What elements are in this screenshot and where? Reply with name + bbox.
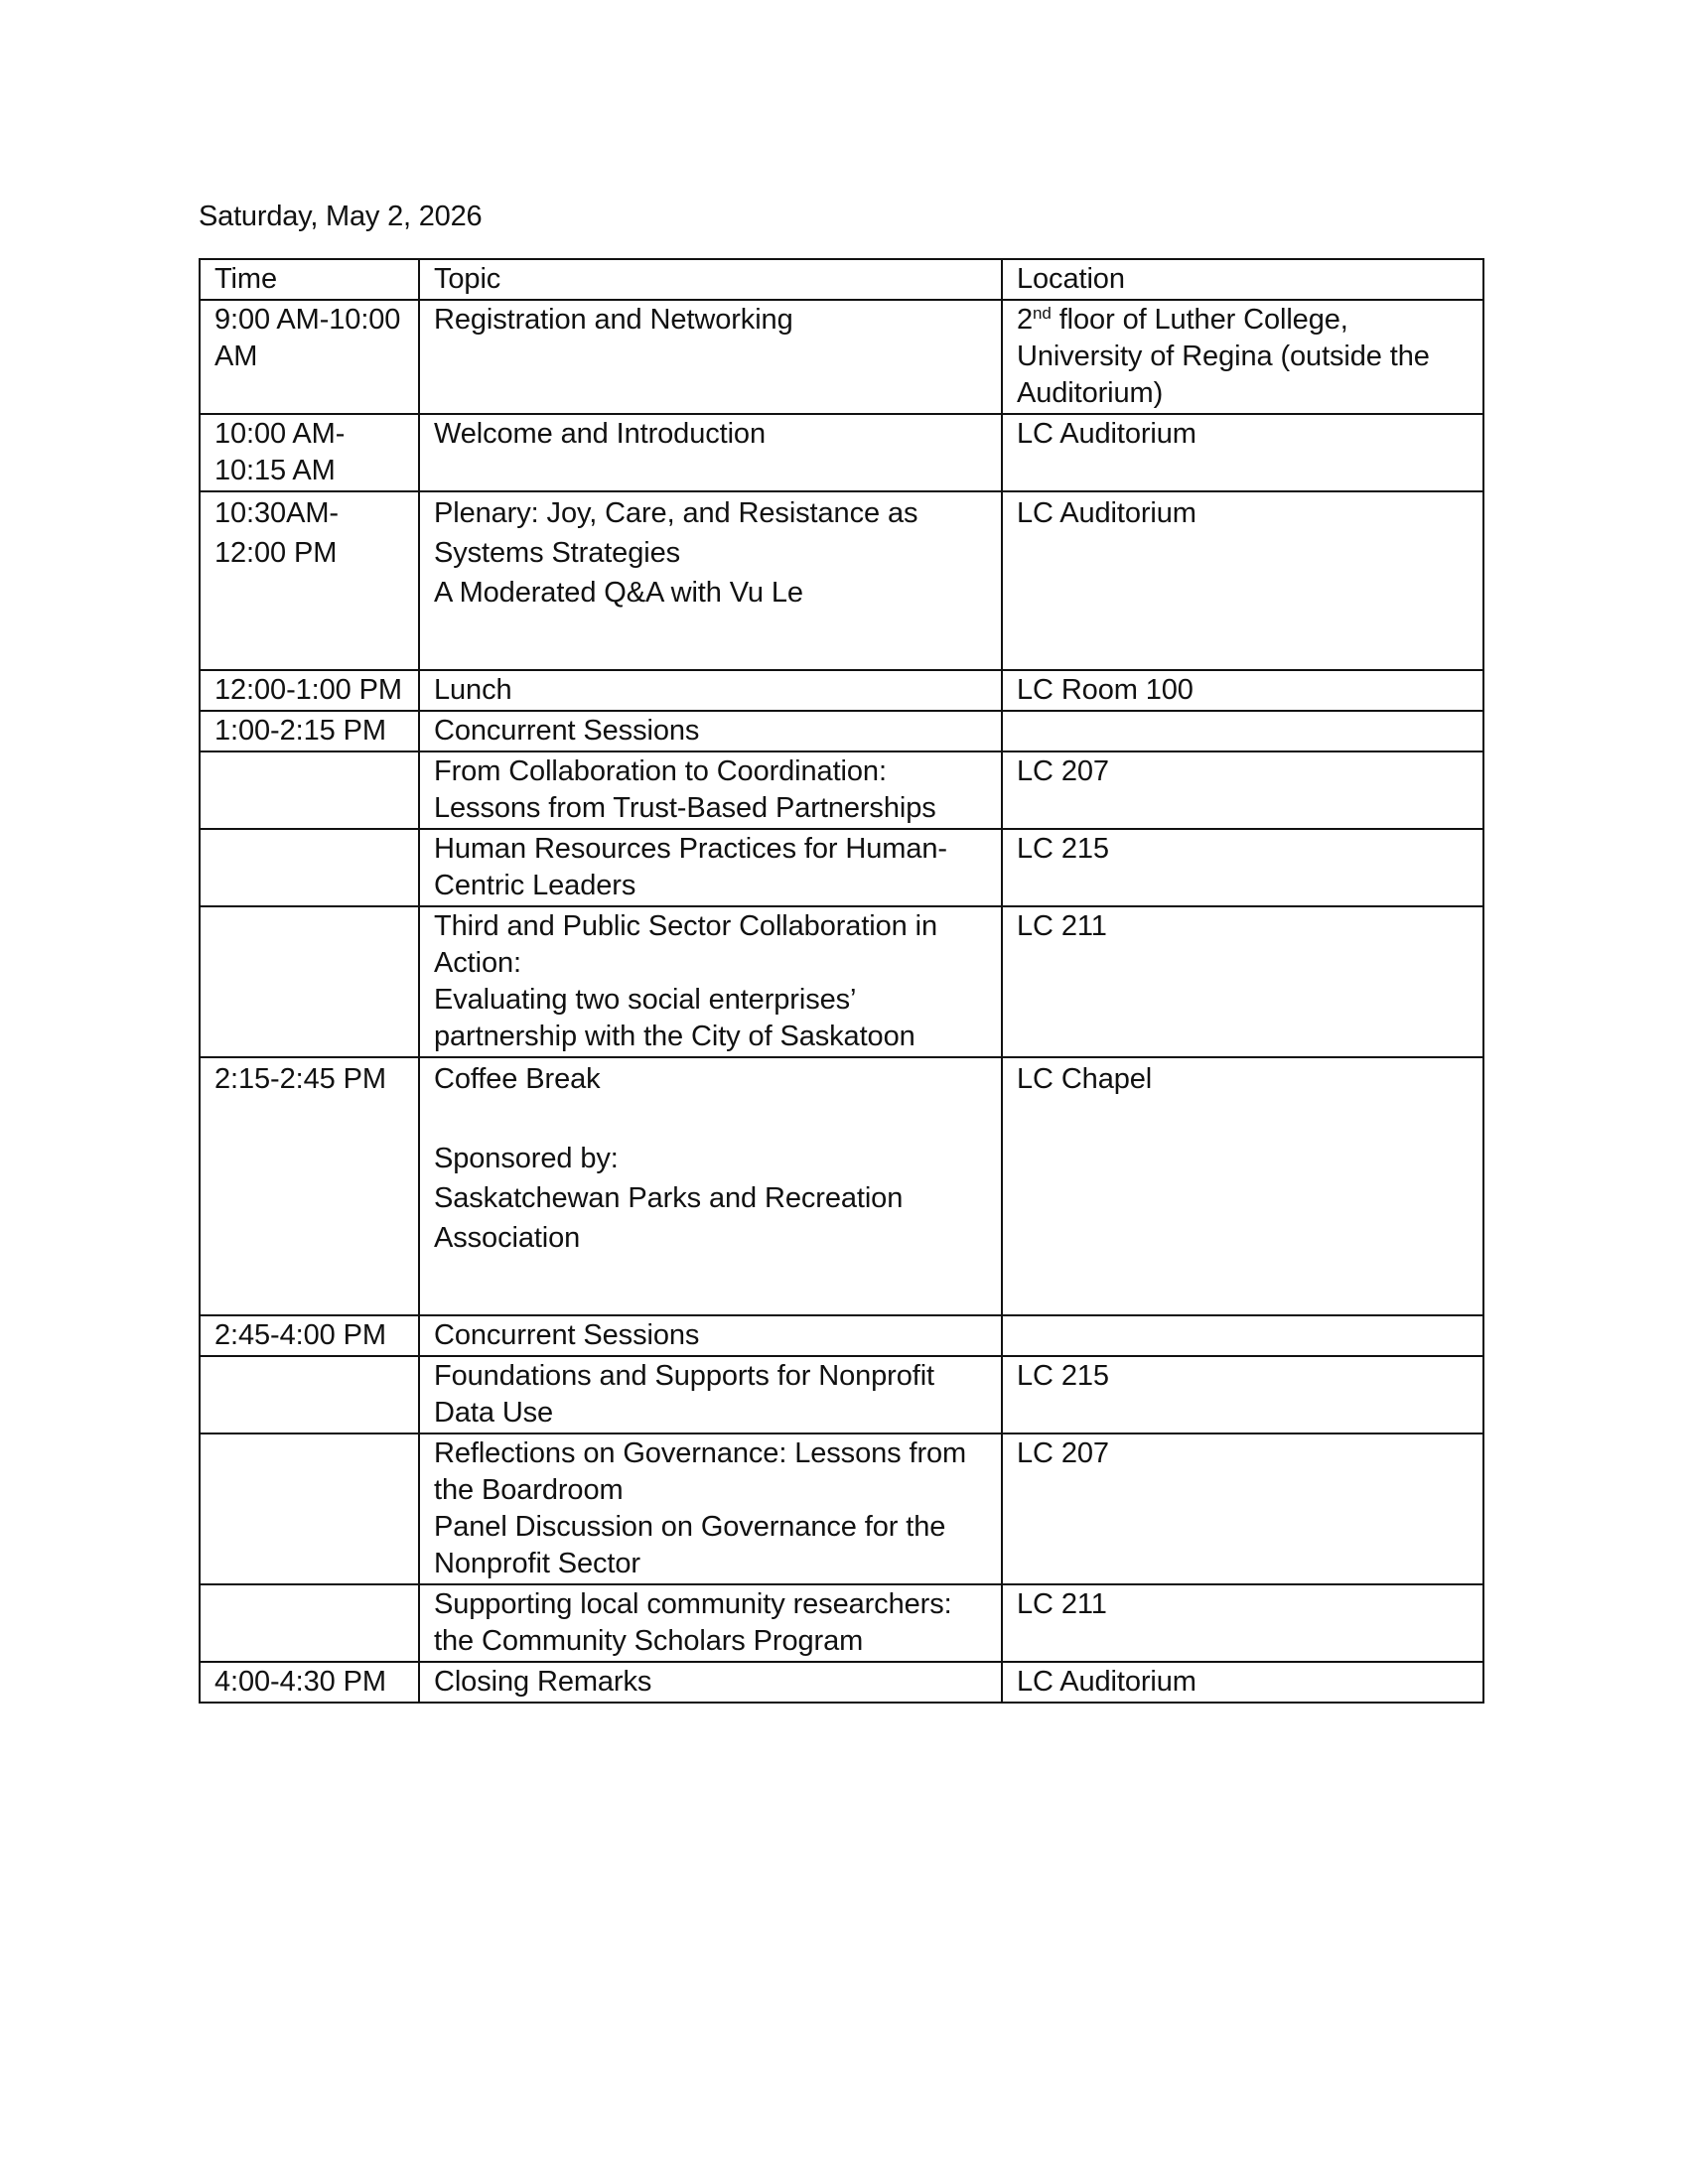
time-cell (200, 300, 419, 414)
time-line (214, 1435, 404, 1472)
topic-line: From Collaboration to Coordination: (434, 755, 887, 787)
time-cell (200, 1662, 419, 1703)
topic-line: Closing Remarks (434, 1666, 652, 1698)
location-line: LC Auditorium (1017, 497, 1196, 529)
topic-line: Human Resources Practices for Human- (434, 833, 947, 865)
location-cell (1002, 751, 1483, 829)
topic-cell (419, 1356, 1002, 1433)
table-row (200, 1584, 1483, 1662)
table-row (200, 711, 1483, 751)
topic-line: Association (434, 1222, 581, 1254)
location-floor-ordinal: nd (1033, 304, 1052, 323)
time-cell (200, 670, 419, 711)
time-cell (200, 751, 419, 829)
topic-line: the Community Scholars Program (434, 1625, 864, 1657)
time-line: 10:00 AM- (214, 418, 346, 450)
location-line: LC 207 (1017, 1437, 1109, 1469)
header-time: Time (200, 259, 419, 300)
time-line: 10:15 AM (214, 455, 336, 486)
time-line (214, 831, 404, 868)
topic-cell (419, 906, 1002, 1057)
topic-line: Data Use (434, 1397, 554, 1429)
topic-line: Plenary: Joy, Care, and Resistance as (434, 497, 918, 529)
header-location: Location (1002, 259, 1483, 300)
table-row (200, 670, 1483, 711)
location-line (1017, 713, 1469, 750)
time-line: 12:00 PM (214, 537, 338, 569)
topic-line: Third and Public Sector Collaboration in (434, 910, 937, 942)
time-cell (200, 1584, 419, 1662)
topic-cell (419, 751, 1002, 829)
topic-cell (419, 1584, 1002, 1662)
location-line: LC Chapel (1017, 1063, 1153, 1095)
topic-cell (419, 1662, 1002, 1703)
topic-line: Sponsored by: (434, 1143, 619, 1174)
topic-line: Reflections on Governance: Lessons from (434, 1437, 967, 1469)
topic-line: Coffee Break (434, 1063, 601, 1095)
table-row (200, 1433, 1483, 1584)
table-row (200, 1662, 1483, 1703)
location-cell (1002, 1315, 1483, 1356)
location-floor-number: 2 (1017, 304, 1034, 336)
topic-line: Nonprofit Sector (434, 1548, 640, 1579)
location-line (1017, 302, 1469, 339)
table-row (200, 751, 1483, 829)
location-cell (1002, 1662, 1483, 1703)
time-cell (200, 829, 419, 906)
topic-line: Evaluating two social enterprises’ (434, 984, 857, 1016)
topic-cell (419, 491, 1002, 670)
location-line: LC Auditorium (1017, 1666, 1196, 1698)
topic-line: Panel Discussion on Governance for the (434, 1511, 946, 1543)
topic-cell (419, 711, 1002, 751)
time-cell (200, 1057, 419, 1315)
time-cell (200, 906, 419, 1057)
location-cell (1002, 829, 1483, 906)
table-row (200, 906, 1483, 1057)
table-row (200, 491, 1483, 670)
time-cell (200, 1315, 419, 1356)
topic-cell (419, 1057, 1002, 1315)
location-cell (1002, 1584, 1483, 1662)
table-row (200, 1315, 1483, 1356)
header-topic: Topic (419, 259, 1002, 300)
topic-line: Supporting local community researchers: (434, 1588, 952, 1620)
location-line: LC 207 (1017, 755, 1109, 787)
time-line: 2:45-4:00 PM (214, 1319, 386, 1351)
location-cell (1002, 491, 1483, 670)
time-cell (200, 1356, 419, 1433)
location-cell (1002, 670, 1483, 711)
location-line: LC 211 (1017, 1588, 1107, 1620)
topic-cell (419, 670, 1002, 711)
location-line: LC 215 (1017, 833, 1109, 865)
location-line: LC Auditorium (1017, 418, 1196, 450)
time-cell (200, 414, 419, 491)
location-line: LC 211 (1017, 910, 1107, 942)
time-line (214, 908, 404, 945)
topic-line: Concurrent Sessions (434, 715, 700, 747)
topic-line: Saskatchewan Parks and Recreation (434, 1182, 904, 1214)
topic-line: Centric Leaders (434, 870, 636, 901)
time-line: 9:00 AM-10:00 (214, 304, 401, 336)
topic-spacer (434, 1099, 987, 1139)
time-line (214, 1358, 404, 1395)
location-cell (1002, 1433, 1483, 1584)
topic-line: Welcome and Introduction (434, 418, 766, 450)
time-line: 1:00-2:15 PM (214, 715, 386, 747)
table-row (200, 414, 1483, 491)
topic-cell (419, 1433, 1002, 1584)
time-cell (200, 711, 419, 751)
topic-cell (419, 414, 1002, 491)
topic-line: A Moderated Q&A with Vu Le (434, 577, 803, 609)
table-row (200, 1356, 1483, 1433)
location-line: University of Regina (outside the (1017, 341, 1430, 372)
location-cell (1002, 300, 1483, 414)
table-row (200, 1057, 1483, 1315)
topic-cell (419, 829, 1002, 906)
topic-line: Concurrent Sessions (434, 1319, 700, 1351)
topic-line: the Boardroom (434, 1474, 624, 1506)
time-line: 2:15-2:45 PM (214, 1063, 386, 1095)
location-cell (1002, 906, 1483, 1057)
time-line: AM (214, 341, 258, 372)
table-row (200, 829, 1483, 906)
location-line (1017, 1317, 1469, 1354)
time-line: 10:30AM- (214, 497, 339, 529)
location-floor-text: floor of Luther College, (1051, 304, 1348, 336)
topic-line: Systems Strategies (434, 537, 681, 569)
location-cell (1002, 414, 1483, 491)
time-line (214, 753, 404, 790)
document-date: Saturday, May 2, 2026 (199, 201, 483, 232)
topic-cell (419, 1315, 1002, 1356)
topic-line: Foundations and Supports for Nonprofit (434, 1360, 935, 1392)
topic-cell (419, 300, 1002, 414)
time-cell (200, 491, 419, 670)
location-line: Auditorium) (1017, 377, 1164, 409)
location-cell (1002, 1057, 1483, 1315)
table-row (200, 300, 1483, 414)
topic-line: Registration and Networking (434, 304, 793, 336)
location-line: LC 215 (1017, 1360, 1109, 1392)
location-cell (1002, 1356, 1483, 1433)
time-line: 12:00-1:00 PM (214, 674, 402, 706)
time-line (214, 1586, 404, 1623)
location-line: LC Room 100 (1017, 674, 1194, 706)
table-header-row (200, 259, 1483, 300)
topic-line: Lessons from Trust-Based Partnerships (434, 792, 936, 824)
location-cell (1002, 711, 1483, 751)
topic-line: Lunch (434, 674, 512, 706)
time-line: 4:00-4:30 PM (214, 1666, 386, 1698)
time-cell (200, 1433, 419, 1584)
schedule-table (199, 258, 1484, 1704)
topic-line: Action: (434, 947, 521, 979)
topic-line: partnership with the City of Saskatoon (434, 1021, 915, 1052)
